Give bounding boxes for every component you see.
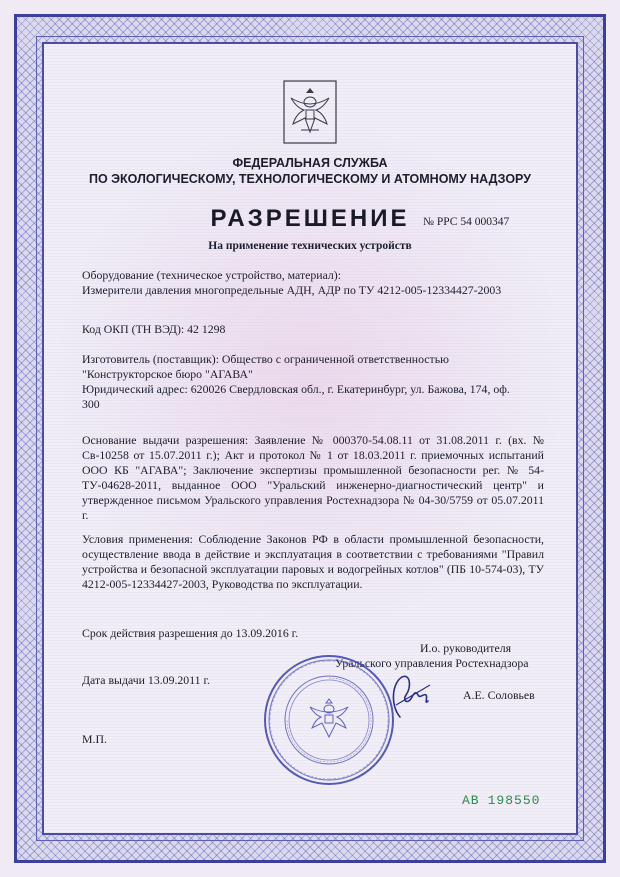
serial-number — [462, 793, 540, 808]
manufacturer-line-2: "Конструкторское бюро "АГАВА" — [82, 367, 253, 381]
official-stamp-icon — [262, 653, 396, 787]
document-subtitle: На применение технических устройств — [208, 240, 412, 252]
handwritten-signature-icon — [386, 665, 434, 727]
okp-code: Код ОКП (ТН ВЭД): 42 1298 — [82, 322, 226, 336]
agency-name — [60, 155, 560, 187]
basis-section: Основание выдачи разрешения: Заявление № 000370-54.08.11 от 31.08.2011 г. (вх. № Св-10258 от 15.07.2011 г.); Акт и протокол № 1 от 18.03.2011 г. приемочных испытаний ООО КБ "АГАВА"; Заключение экспертизы промышленной безопасности рег. № 54-ТУ-04628-2011, выданное ООО "Уральский инженерно-диагностический центр" и утвержденное письмом Уральского управления Ростехнадзора № 04-30/5759 от 05.07.2011 г. — [82, 433, 544, 522]
manufacturer-line-4: 300 — [82, 397, 100, 411]
equipment-value: Измерители давления многопредельные АДН, АДР по ТУ 4212-005-12334427-2003 — [82, 283, 502, 297]
manufacturer-line-1: Изготовитель (поставщик): Общество с ограниченной ответственностью — [82, 352, 449, 366]
serial-value: 198550 — [487, 793, 541, 808]
equipment-label: Оборудование (техническое устройство, материал): — [82, 268, 342, 282]
serial-series: АВ — [462, 793, 480, 808]
seal-place-label: М.П. — [82, 732, 107, 746]
document-title: РАЗРЕШЕНИЕ — [210, 205, 410, 232]
validity-date: Срок действия разрешения до 13.09.2016 г. — [82, 626, 299, 640]
manufacturer-line-3: Юридический адрес: 620026 Свердловская обл., г. Екатеринбург, ул. Бажова, 174, оф. — [82, 382, 510, 396]
signatory-name: А.Е. Соловьев — [463, 688, 535, 702]
printer-mark — [572, 650, 582, 790]
conditions-section: Условия применения: Соблюдение Законов РФ в области промышленной безопасности, осуществление ввода в действие и эксплуатация в соответствии с требованиями "Правил устройства и безопасной эксплуатации паровых и водогрейных котлов" (ПБ 10-574-03), ТУ 4212-005-12334427-2003, Руководства по эксплуатации. — [82, 532, 544, 591]
signatory-position-2: Уральского управления Ростехнадзора — [335, 656, 529, 670]
agency-line-2: ПО ЭКОЛОГИЧЕСКОМУ, ТЕХНОЛОГИЧЕСКОМУ И АТОМНОМУ НАДЗОРУ — [88, 172, 532, 186]
document-number: № РРС 54 000347 — [423, 216, 510, 228]
manufacturer-section — [82, 352, 544, 412]
agency-line-1: ФЕДЕРАЛЬНАЯ СЛУЖБА — [232, 156, 388, 170]
coat-of-arms-icon — [283, 80, 337, 144]
equipment-section — [82, 268, 544, 298]
signatory-position-1: И.о. руководителя — [420, 641, 512, 655]
issue-date: Дата выдачи 13.09.2011 г. — [82, 673, 210, 687]
